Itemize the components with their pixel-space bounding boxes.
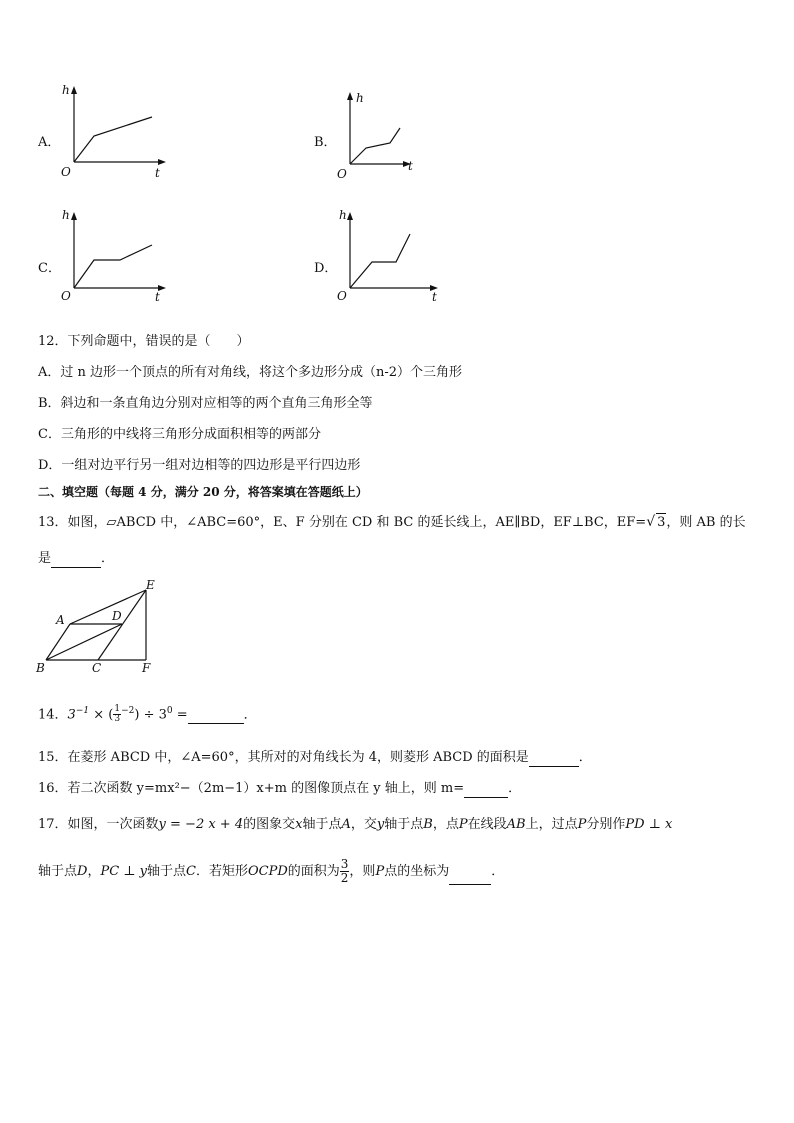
q17-line2 (38, 858, 504, 885)
q17-text: 上，过点 (525, 817, 578, 832)
q16-text: 16．若二次函数 y=mx²−（2m−1）x+m 的图像顶点在 y 轴上，则 m= (38, 781, 465, 796)
q17-var: OCPD (247, 864, 288, 879)
point-b-label: B (36, 661, 45, 675)
q15-line (38, 749, 592, 767)
q14-exp2: −2 (121, 706, 135, 716)
answer-blank[interactable] (464, 783, 508, 798)
q17-text: 轴于点 (302, 817, 342, 832)
q13-text1: 13．如图，▱ABCD 中，∠ABC=60°，E、F 分别在 CD 和 BC 的延长线上，AE∥BD，EF⊥BC，EF= (38, 515, 647, 530)
q17-function: y = −2 x + 4 (158, 817, 244, 832)
answer-blank[interactable] (449, 870, 491, 885)
q17-text: ．若矩形 (195, 864, 248, 879)
origin-label: O (337, 289, 347, 303)
q17-text: 17．如图，一次函数 (38, 817, 159, 832)
axis-h-label: h (62, 208, 70, 222)
point-c-label: C (92, 661, 102, 675)
q17-var: C (186, 864, 196, 879)
q17-var: PD ⊥ x (625, 817, 673, 832)
q15-end: ． (578, 750, 592, 765)
q13-sqrt: 3 (657, 515, 666, 530)
point-f-label: F (142, 661, 151, 675)
q14-plus: ) ÷ 3 (134, 707, 167, 723)
q14-base1: 3 (67, 707, 76, 723)
point-e-label: E (146, 578, 155, 592)
q17-var: P (577, 817, 587, 832)
q17-text: 轴于点 (384, 817, 424, 832)
axis-h-label: h (339, 208, 347, 222)
q17-var: A (341, 817, 351, 832)
q17-text: 点的坐标为 (384, 864, 450, 879)
option-d-graph (334, 206, 449, 304)
q14-frac-den: 3 (114, 714, 121, 725)
q17-frac-den: 2 (340, 871, 349, 885)
origin-label: O (61, 165, 71, 179)
answer-blank[interactable] (188, 709, 244, 724)
q17-var: y (376, 817, 385, 832)
section-heading: 二、填空题（每题 4 分，满分 20 分，将答案填在答题纸上） (38, 485, 368, 499)
q17-var: x (295, 817, 303, 832)
q13-line1: 13．如图，▱ABCD 中，∠ABC=60°，E、F 分别在 CD 和 BC 的延长线上，AE∥BD，EF⊥BC，EF=√ 3，则 AB 的长 (38, 514, 746, 530)
q13-text3: 是 (38, 551, 52, 566)
q17-var: AB (506, 817, 526, 832)
origin-label: O (61, 289, 71, 303)
q16-end: ． (508, 781, 522, 796)
option-c-graph (58, 206, 173, 304)
q12-option-d: D．一组对边平行另一组对边相等的四边形是平行四边形 (38, 458, 361, 473)
q17-line1 (38, 816, 672, 834)
q17-var: P (458, 817, 468, 832)
q17-var: PC ⊥ y (100, 864, 147, 879)
q17-text: 轴于点 (147, 864, 187, 879)
q13-figure (34, 578, 164, 676)
origin-label: O (337, 167, 347, 181)
axis-t-label: t (408, 159, 413, 173)
option-a-graph (58, 84, 173, 182)
option-d-label: D． (314, 261, 338, 276)
q14-eq: = (172, 707, 188, 723)
option-c-label: C． (38, 261, 61, 276)
q17-text: ，则 (349, 864, 376, 879)
q17-text: 轴于点 (38, 864, 78, 879)
q14-end: ． (243, 707, 257, 723)
q15-text: 15．在菱形 ABCD 中，∠A=60°，其所对的对角线长为 4，则菱形 ABCD 的面积是 (38, 750, 529, 765)
axis-h-label: h (356, 91, 364, 105)
q17-var: P (375, 864, 385, 879)
q14-number: 14． (38, 707, 68, 723)
q17-end: ． (491, 864, 505, 879)
q12-stem: 12．下列命题中，错误的是（ ） (38, 334, 250, 349)
q17-frac-num: 3 (340, 857, 349, 871)
q16-line (38, 780, 521, 798)
option-a-label: A． (38, 135, 61, 150)
axis-t-label: t (432, 290, 437, 304)
axis-t-label: t (155, 166, 160, 180)
q14-frac-num: 1 (114, 704, 121, 715)
q12-option-c: C．三角形的中线将三角形分成面积相等的两部分 (38, 427, 321, 442)
axis-h-label: h (62, 84, 70, 97)
q12-option-a: A．过 n 边形一个顶点的所有对角线，将这个多边形分成（n-2）个三角形 (38, 365, 463, 380)
axis-t-label: t (155, 290, 160, 304)
q13-text2: ，则 AB 的长 (666, 515, 746, 530)
q13-line2 (38, 550, 114, 568)
point-a-label: A (56, 613, 65, 627)
answer-blank[interactable] (529, 752, 579, 767)
q14-exp1: −1 (75, 706, 90, 716)
q17-text: 的面积为 (287, 864, 340, 879)
option-b-graph (334, 88, 429, 184)
q12-option-b: B．斜边和一条直角边分别对应相等的两个直角三角形全等 (38, 396, 373, 411)
q14-line (38, 702, 257, 724)
q17-text: ，交 (350, 817, 377, 832)
q17-text: 的图象交 (243, 817, 296, 832)
q17-text: 在线段 (467, 817, 507, 832)
q17-text: ，点 (432, 817, 459, 832)
q17-var: B (423, 817, 433, 832)
q13-end: ． (101, 551, 115, 566)
q14-times: × ( (89, 707, 114, 723)
answer-blank[interactable] (51, 553, 101, 568)
q17-text: ， (87, 864, 101, 879)
q17-text: 分别作 (586, 817, 626, 832)
point-d-label: D (112, 609, 122, 623)
q17-var: D (77, 864, 88, 879)
q14-exp3: 0 (166, 706, 173, 716)
option-b-label: B． (314, 135, 337, 150)
